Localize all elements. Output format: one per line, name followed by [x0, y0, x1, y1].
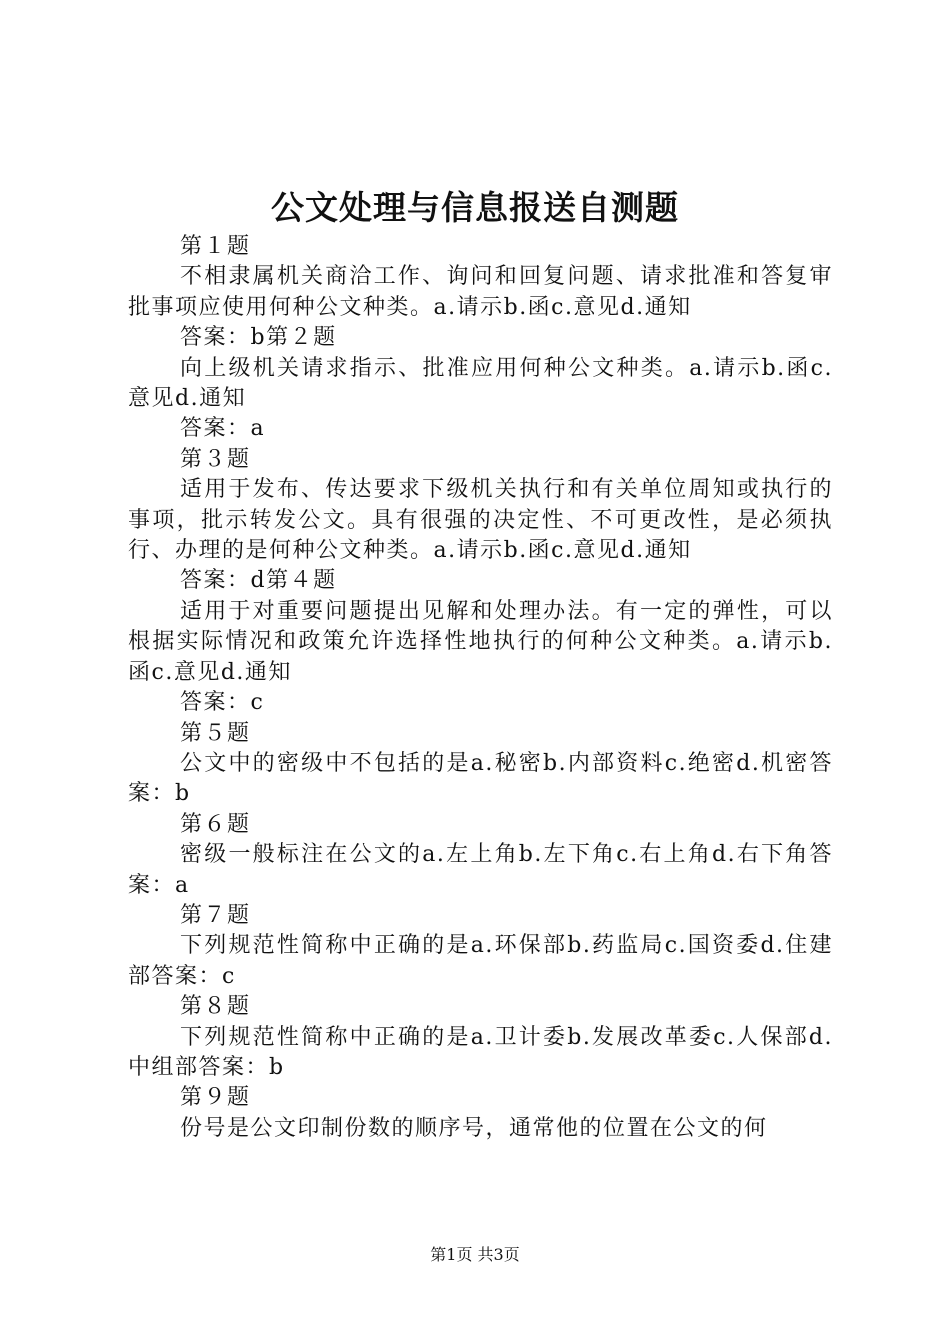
document-title: 公文处理与信息报送自测题 [271, 188, 679, 227]
question-text: 向上级机关请求指示、批准应用何种公文种类。a.请示b.函c.意见d.通知 [128, 355, 833, 412]
page-footer: 第1页 共3页 [430, 1245, 520, 1264]
question-text: 公文中的密级中不包括的是a.秘密b.内部资料c.绝密d.机密答案：b [128, 750, 833, 807]
answer-line: 答案：a [180, 416, 266, 442]
question-text: 密级一般标注在公文的a.左上角b.左下角c.右上角d.右下角答案：a [128, 842, 833, 898]
question-text: 下列规范性简称中正确的是a.卫计委b.发展改革委c.人保部d.中组部答案：b [128, 1024, 833, 1080]
answer-line: 答案：d第４题 [180, 568, 337, 594]
question-heading: 第５题 [180, 720, 251, 746]
question-heading: 第７题 [180, 902, 251, 928]
question-text: 份号是公文印制份数的顺序号，通常他的位置在公文的何 [180, 1115, 768, 1141]
answer-line: 答案：c [180, 690, 265, 716]
answer-line: 答案：b第２题 [180, 325, 337, 351]
question-text: 不相隶属机关商洽工作、询问和回复问题、请求批准和答复审批事项应使用何种公文种类。a.请示b.函c.意见d.通知 [128, 264, 833, 320]
question-text: 适用于发布、传达要求下级机关执行和有关单位周知或执行的事项，批示转发公文。具有很强的决定性、不可更改性，是必须执行、办理的是何种公文种类。a.请示b.函c.意见d.通知 [128, 477, 833, 564]
question-text: 下列规范性简称中正确的是a.环保部b.药监局c.国资委d.住建部答案：c [128, 933, 833, 989]
question-text: 适用于对重要问题提出见解和处理办法。有一定的弹性，可以根据实际情况和政策允许选择性地执行的何种公文种类。a.请示b.函c.意见d.通知 [128, 598, 833, 685]
question-heading: 第１题 [180, 234, 251, 259]
question-heading: 第６题 [180, 811, 251, 837]
question-heading: 第３题 [180, 446, 251, 472]
question-heading: 第９题 [180, 1085, 251, 1111]
document-body [128, 232, 833, 1144]
question-heading: 第８题 [180, 994, 251, 1020]
